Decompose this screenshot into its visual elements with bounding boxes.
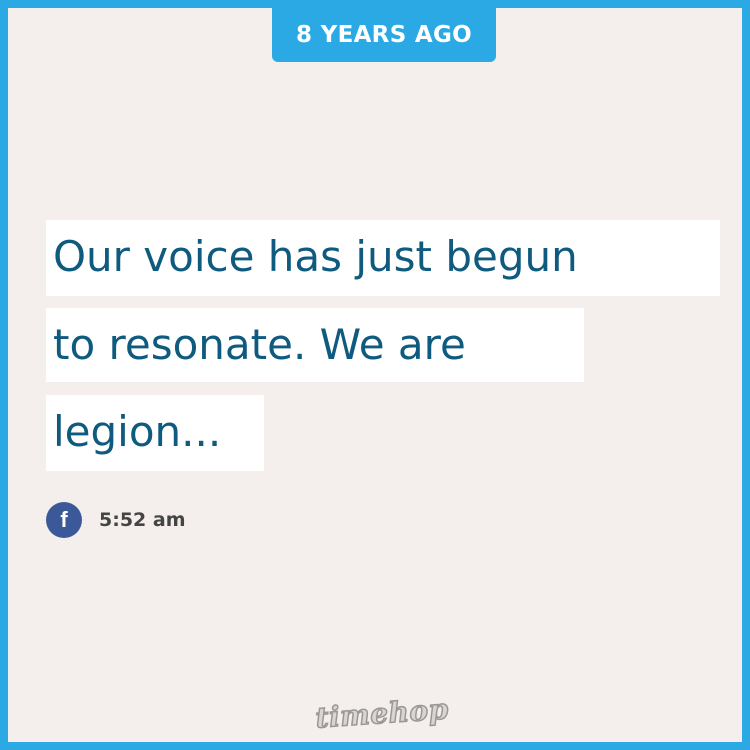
post-meta — [46, 502, 186, 538]
post-time: 5:52 am — [99, 509, 186, 531]
post-text-line: legion... — [46, 395, 264, 471]
facebook-icon: f — [46, 502, 82, 538]
post-text-line: Our voice has just begun — [46, 220, 720, 296]
timehop-logo: timehop — [314, 691, 450, 735]
years-ago-badge: 8 YEARS AGO — [272, 8, 496, 62]
post-text-line: to resonate. We are — [46, 308, 584, 382]
